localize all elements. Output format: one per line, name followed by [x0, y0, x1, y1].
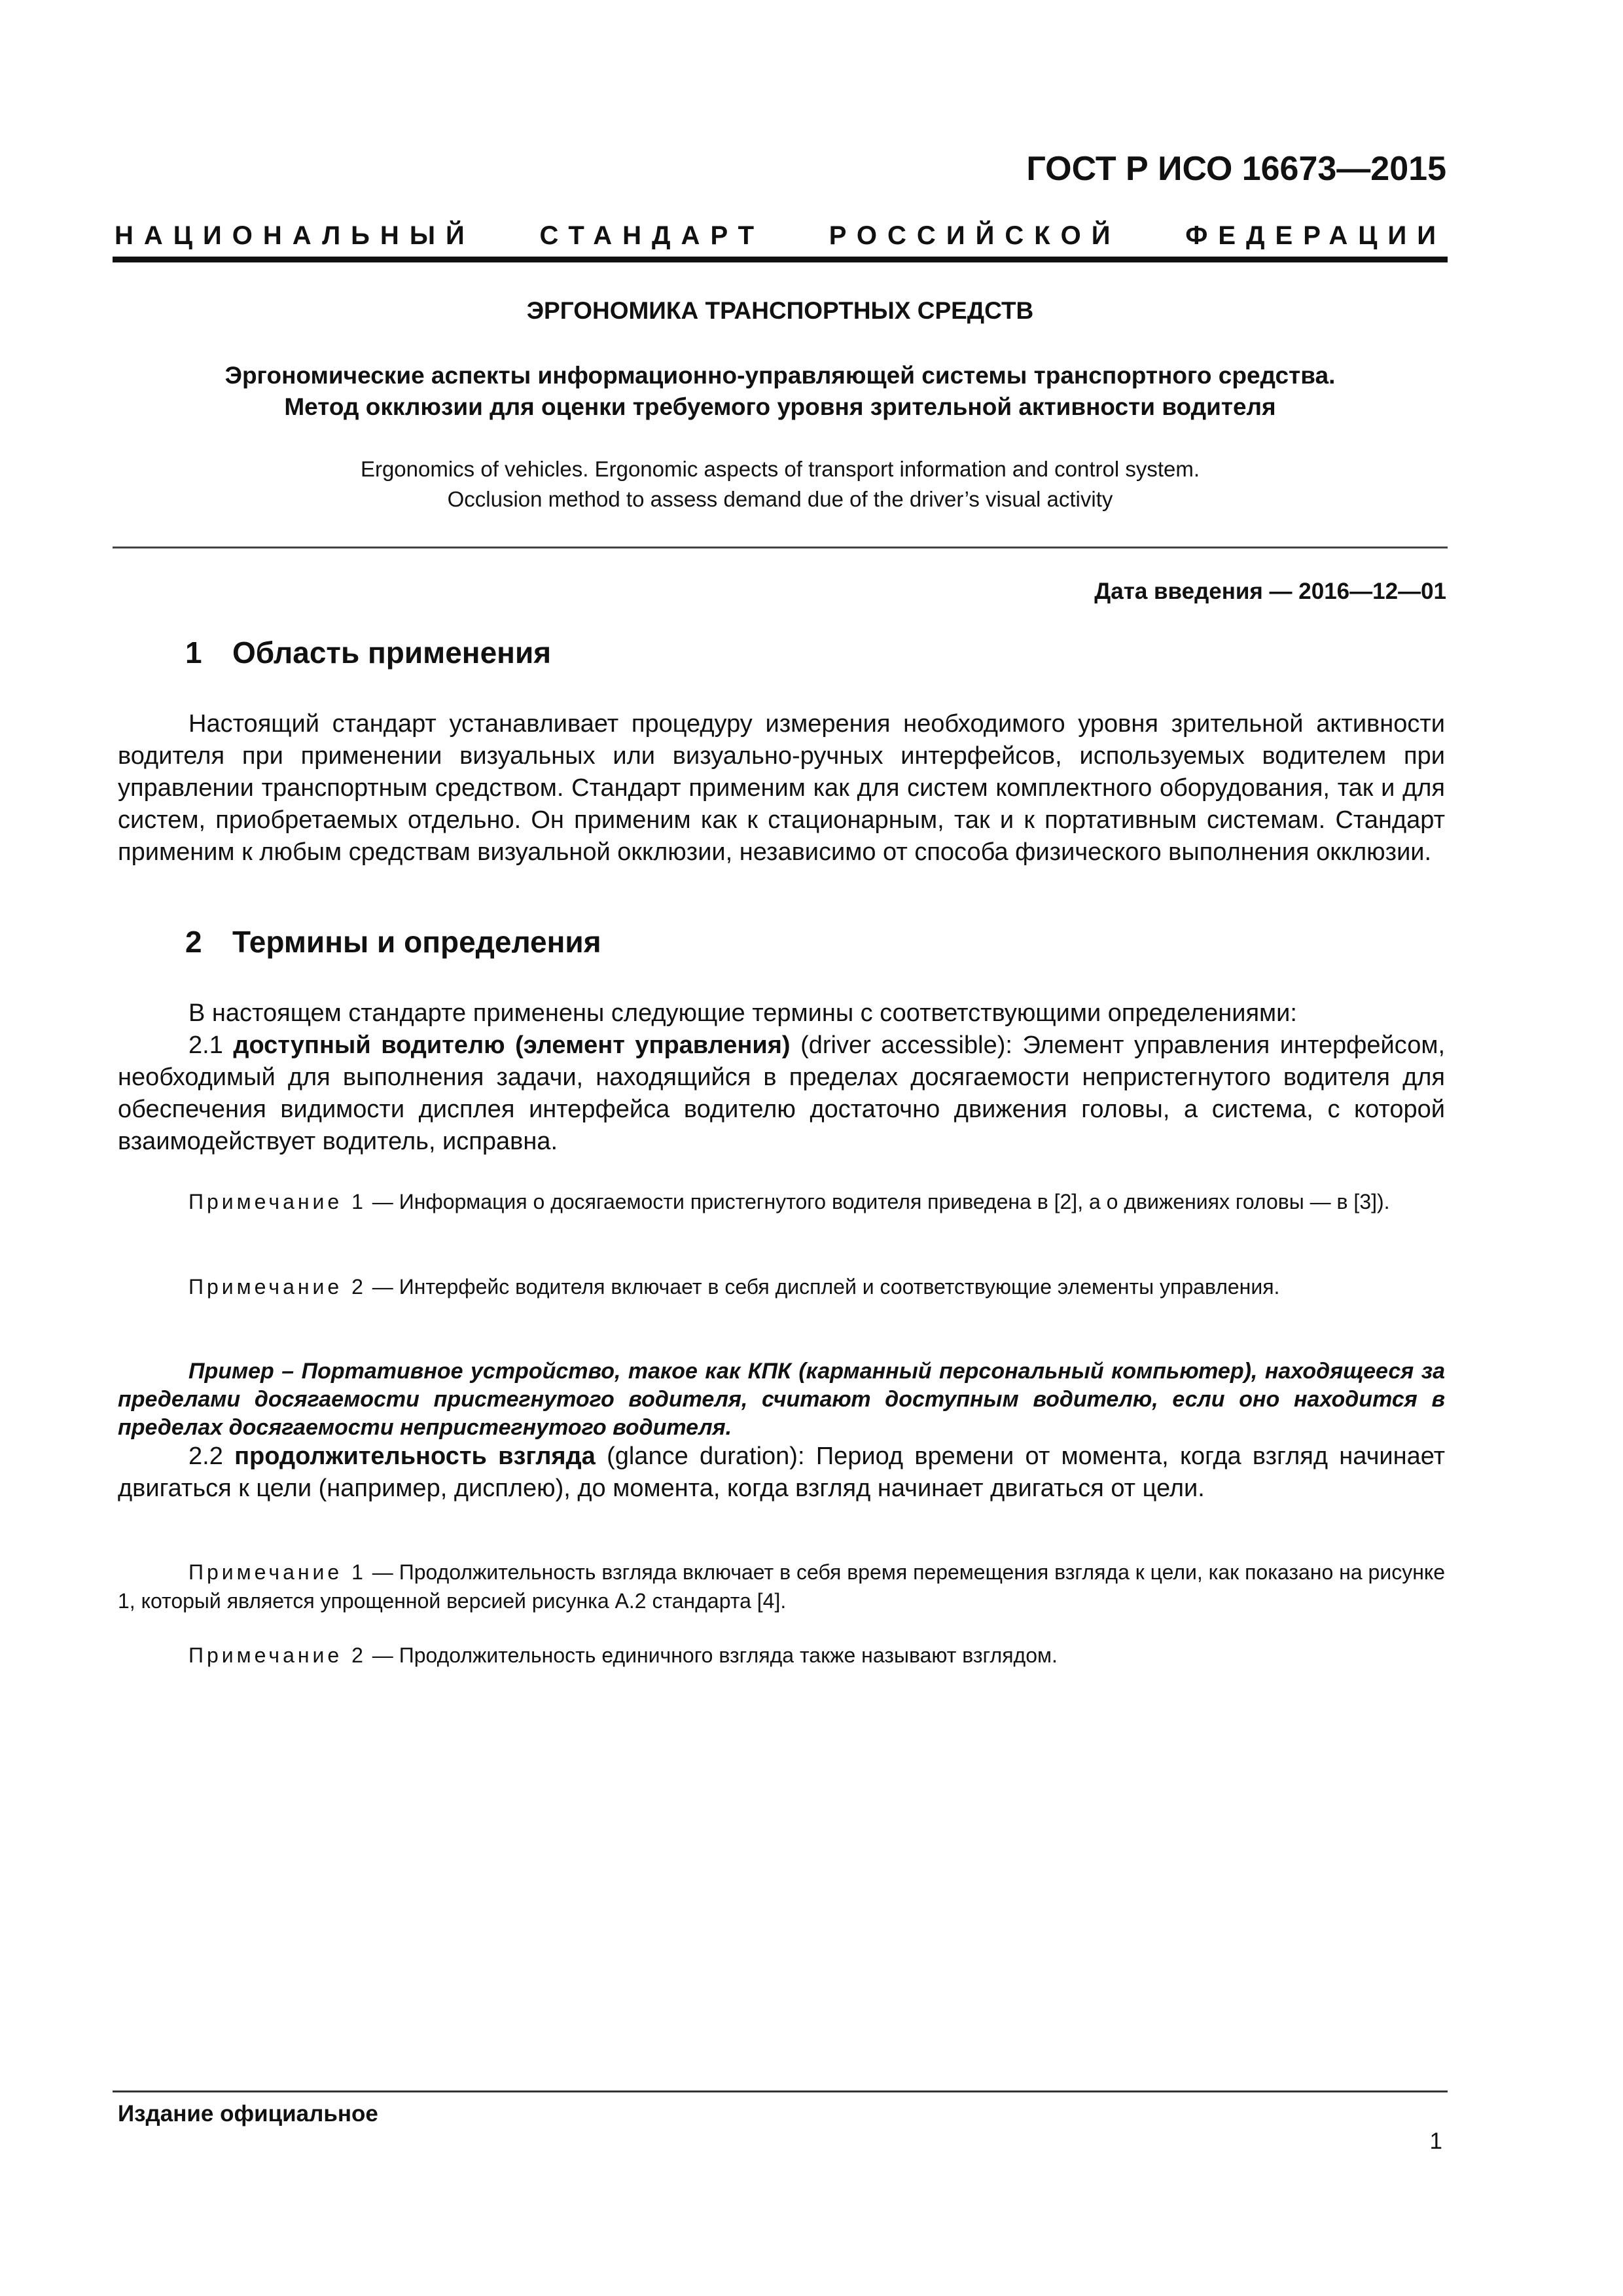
section-title: Область применения: [232, 636, 552, 670]
section-2-heading: [185, 924, 601, 960]
term-english: (glance duration):: [607, 1443, 805, 1470]
note-2-2-2: [118, 1641, 1445, 1670]
title-rule: [113, 547, 1448, 548]
subtitle-line-2: Метод окклюзии для оценки требуемого уровня зрительной активности водителя: [284, 393, 1276, 420]
note-label: Примечание 1: [188, 1560, 366, 1584]
standard-number: ГОСТ Р ИСО 16673—2015: [1026, 150, 1446, 188]
official-edition-label: Издание официальное: [118, 2101, 378, 2126]
section-title: Термины и определения: [232, 925, 601, 959]
note-text: — Интерфейс водителя включает в себя дисплей и соответствующие элементы управления.: [372, 1275, 1280, 1299]
note-2-1-1: [118, 1187, 1445, 1216]
term-definition: Период времени от момента, когда взгляд начинает двигаться к цели (например, дисплею), до момента, когда взгляд начинает двигаться от цели.: [118, 1443, 1446, 1502]
document-title: ЭРГОНОМИКА ТРАНСПОРТНЫХ СРЕДСТВ: [526, 297, 1034, 324]
section-1-heading: [185, 635, 551, 670]
term-name: доступный водителю (элемент управления): [233, 1031, 791, 1059]
example-2-1: Пример – Портативное устройство, такое как КПК (карманный персональный компьютер), находящееся за пределами досягаемости пристегнутого водителя, считают доступным водителю, если оно находится в пределах досягаемости непристегнутого водителя.: [118, 1359, 1445, 1440]
header-rule: [113, 257, 1448, 262]
subtitle-line-1: Эргономические аспекты информационно-управляющей системы транспортного средства.: [224, 362, 1336, 389]
note-text: — Продолжительность единичного взгляда также называют взглядом.: [372, 1643, 1058, 1667]
introduction-date: Дата введения — 2016—12—01: [1094, 579, 1446, 604]
document-subtitle: [113, 360, 1448, 423]
english-title-line-1: Ergonomics of vehicles. Ergonomic aspects of transport information and control system.: [360, 457, 1200, 481]
footer-rule: [113, 2090, 1448, 2092]
note-text: — Информация о досягаемости пристегнутого водителя приведена в [2], а о движениях головы — в [3]).: [372, 1190, 1390, 1213]
section-number: 1: [185, 636, 202, 670]
term-number: 2.2: [188, 1443, 223, 1470]
note-text: — Продолжительность взгляда включает в себя время перемещения взгляда к цели, как показано на рисунке 1, который является упрощенной версией рисунка А.2 стандарта [4].: [118, 1560, 1446, 1613]
english-title: [113, 454, 1448, 514]
note-label: Примечание 1: [188, 1190, 366, 1213]
note-2-2-1: [118, 1558, 1445, 1615]
term-definition: Элемент управления интерфейсом, необходимый для выполнения задачи, находящийся в пределах досягаемости непристегнутого водителя для обеспечения видимости дисплея интерфейса водителю достаточно движения головы, а система, с которой взаимодействует водитель, исправна.: [118, 1031, 1446, 1155]
note-label: Примечание 2: [188, 1643, 366, 1667]
page-number: 1: [1429, 2128, 1442, 2154]
term-english: (driver accessible):: [800, 1031, 1012, 1059]
section-2-intro: В настоящем стандарте применены следующие термины с соответствующими определениями:: [188, 999, 1297, 1027]
section-number: 2: [185, 925, 202, 959]
term-number: 2.1: [188, 1031, 223, 1059]
section-1-body: Настоящий стандарт устанавливает процедуру измерения необходимого уровня зрительной активности водителя при применении визуальных или визуально-ручных интерфейсов, используемых водителем при управлении транспортным средством. Стандарт применим как для систем комплектного оборудования, так и для систем, приобретаемых отдельно. Он применим как к стационарным, так и к портативным системам. Стандарт применим к любым средствам визуальной окклюзии, независимо от способа физического выполнения окклюзии.: [118, 710, 1445, 866]
english-title-line-2: Occlusion method to assess demand due of the driver’s visual activity: [447, 487, 1113, 511]
national-standard-banner: НАЦИОНАЛЬНЫЙ СТАНДАРТ РОССИЙСКОЙ ФЕДЕРАЦИИ: [115, 221, 1446, 250]
term-name: продолжительность взгляда: [234, 1443, 596, 1470]
note-2-1-2: [118, 1272, 1445, 1301]
term-2-1: [118, 1030, 1445, 1158]
term-2-2: [118, 1441, 1445, 1505]
note-label: Примечание 2: [188, 1275, 366, 1299]
